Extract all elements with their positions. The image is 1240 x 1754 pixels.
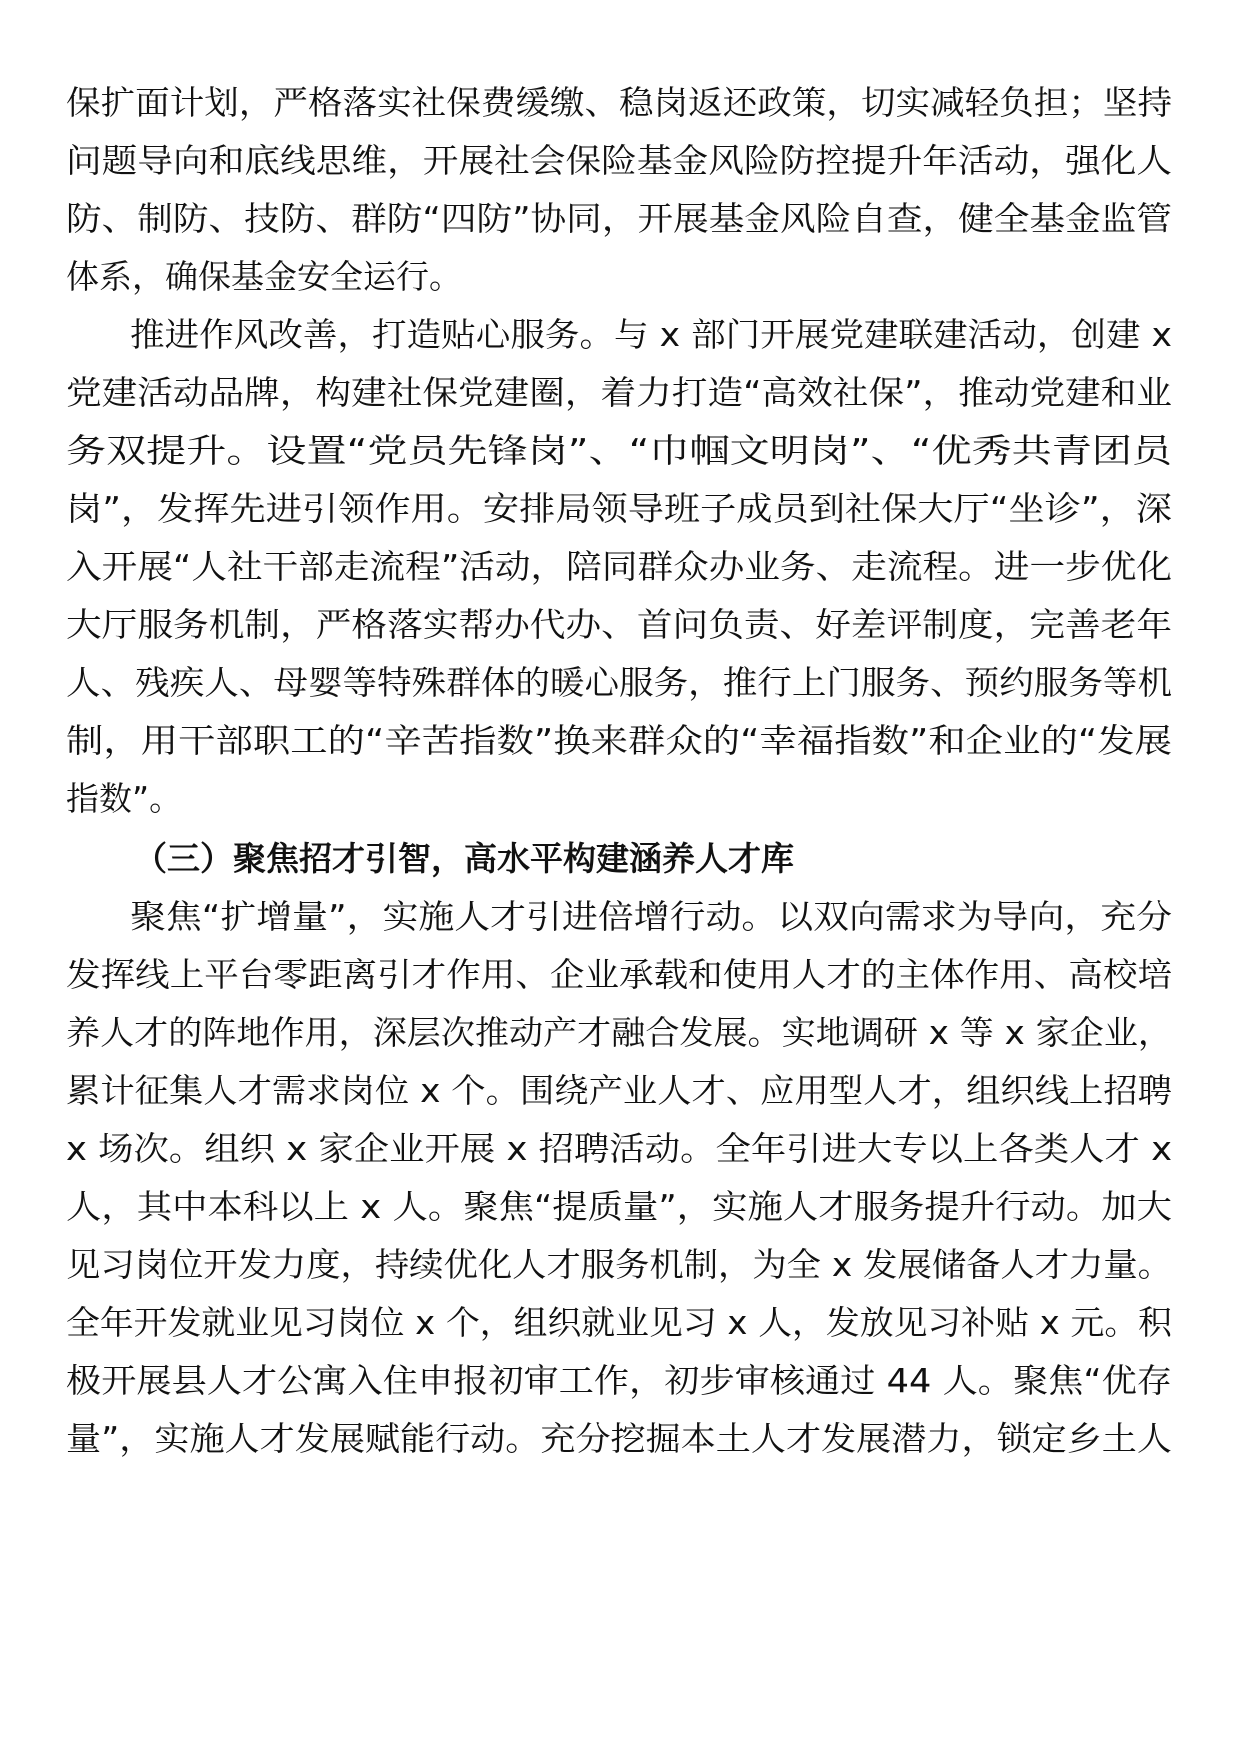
text-line bbox=[0, 884, 1240, 950]
text-line bbox=[0, 1406, 1240, 1472]
line-text: 务双提升。设置“党员先锋岗”、“巾帼文明岗”、“优秀共青团员 bbox=[66, 431, 1172, 470]
line-text: 保扩面计划，严格落实社保费缓缴、稳岗返还政策，切实减轻负担；坚持 bbox=[66, 83, 1172, 122]
line-text: 大厅服务机制，严格落实帮办代办、首问负责、好差评制度，完善老年 bbox=[66, 605, 1172, 644]
line-text: 养人才的阵地作用，深层次推动产才融合发展。实地调研 x 等 x 家企业， bbox=[66, 1013, 1172, 1052]
line-text: 党建活动品牌，构建社保党建圈，着力打造“高效社保”，推动党建和业 bbox=[66, 373, 1172, 412]
text-line bbox=[0, 476, 1240, 542]
text-line bbox=[0, 942, 1240, 1008]
line-text: 见习岗位开发力度，持续优化人才服务机制，为全 x 发展储备人才力量。 bbox=[66, 1245, 1172, 1284]
text-line bbox=[0, 766, 1240, 832]
text-line bbox=[0, 302, 1240, 368]
line-text: 指数”。 bbox=[66, 779, 183, 818]
line-text: 防、制防、技防、群防“四防”协同，开展基金风险自查，健全基金监管 bbox=[66, 199, 1172, 238]
line-text: x 场次。组织 x 家企业开展 x 招聘活动。全年引进大专以上各类人才 x bbox=[66, 1129, 1172, 1168]
line-text: 量”，实施人才发展赋能行动。充分挖掘本土人才发展潜力，锁定乡土人 bbox=[66, 1419, 1172, 1458]
text-line bbox=[0, 1000, 1240, 1066]
line-text: 聚焦“扩增量”，实施人才引进倍增行动。以双向需求为导向，充分 bbox=[130, 897, 1172, 936]
line-text: 极开展县人才公寓入住申报初审工作，初步审核通过 44 人。聚焦“优存 bbox=[66, 1361, 1172, 1400]
line-text: 人、残疾人、母婴等特殊群体的暖心服务，推行上门服务、预约服务等机 bbox=[66, 663, 1172, 702]
text-line bbox=[0, 70, 1240, 136]
line-text: 制，用干部职工的“辛苦指数”换来群众的“幸福指数”和企业的“发展 bbox=[66, 721, 1172, 760]
text-line bbox=[0, 244, 1240, 310]
line-text: 入开展“人社干部走流程”活动，陪同群众办业务、走流程。进一步优化 bbox=[66, 547, 1172, 586]
text-line bbox=[0, 1348, 1240, 1414]
line-text: 体系，确保基金安全运行。 bbox=[66, 257, 462, 296]
text-line bbox=[0, 534, 1240, 600]
section-heading bbox=[0, 826, 1240, 892]
text-line bbox=[0, 592, 1240, 658]
text-line bbox=[0, 1174, 1240, 1240]
text-line bbox=[0, 1116, 1240, 1182]
text-line bbox=[0, 650, 1240, 716]
text-line bbox=[0, 418, 1240, 484]
text-line bbox=[0, 128, 1240, 194]
line-text: 累计征集人才需求岗位 x 个。围绕产业人才、应用型人才，组织线上招聘 bbox=[66, 1071, 1172, 1110]
line-text: 推进作风改善，打造贴心服务。与 x 部门开展党建联建活动，创建 x bbox=[130, 315, 1172, 354]
line-text: 问题导向和底线思维，开展社会保险基金风险防控提升年活动，强化人 bbox=[66, 141, 1172, 180]
text-line bbox=[0, 708, 1240, 774]
text-line bbox=[0, 186, 1240, 252]
text-line bbox=[0, 1290, 1240, 1356]
text-line bbox=[0, 360, 1240, 426]
line-text: 人，其中本科以上 x 人。聚焦“提质量”，实施人才服务提升行动。加大 bbox=[66, 1187, 1172, 1226]
text-line bbox=[0, 1232, 1240, 1298]
line-text: 发挥线上平台零距离引才作用、企业承载和使用人才的主体作用、高校培 bbox=[66, 955, 1172, 994]
text-line bbox=[0, 1058, 1240, 1124]
line-text: 岗”，发挥先进引领作用。安排局领导班子成员到社保大厅“坐诊”，深 bbox=[66, 489, 1172, 528]
heading-text: （三）聚焦招才引智，高水平构建涵养人才库 bbox=[134, 839, 794, 878]
line-text: 全年开发就业见习岗位 x 个，组织就业见习 x 人，发放见习补贴 x 元。积 bbox=[66, 1303, 1172, 1342]
